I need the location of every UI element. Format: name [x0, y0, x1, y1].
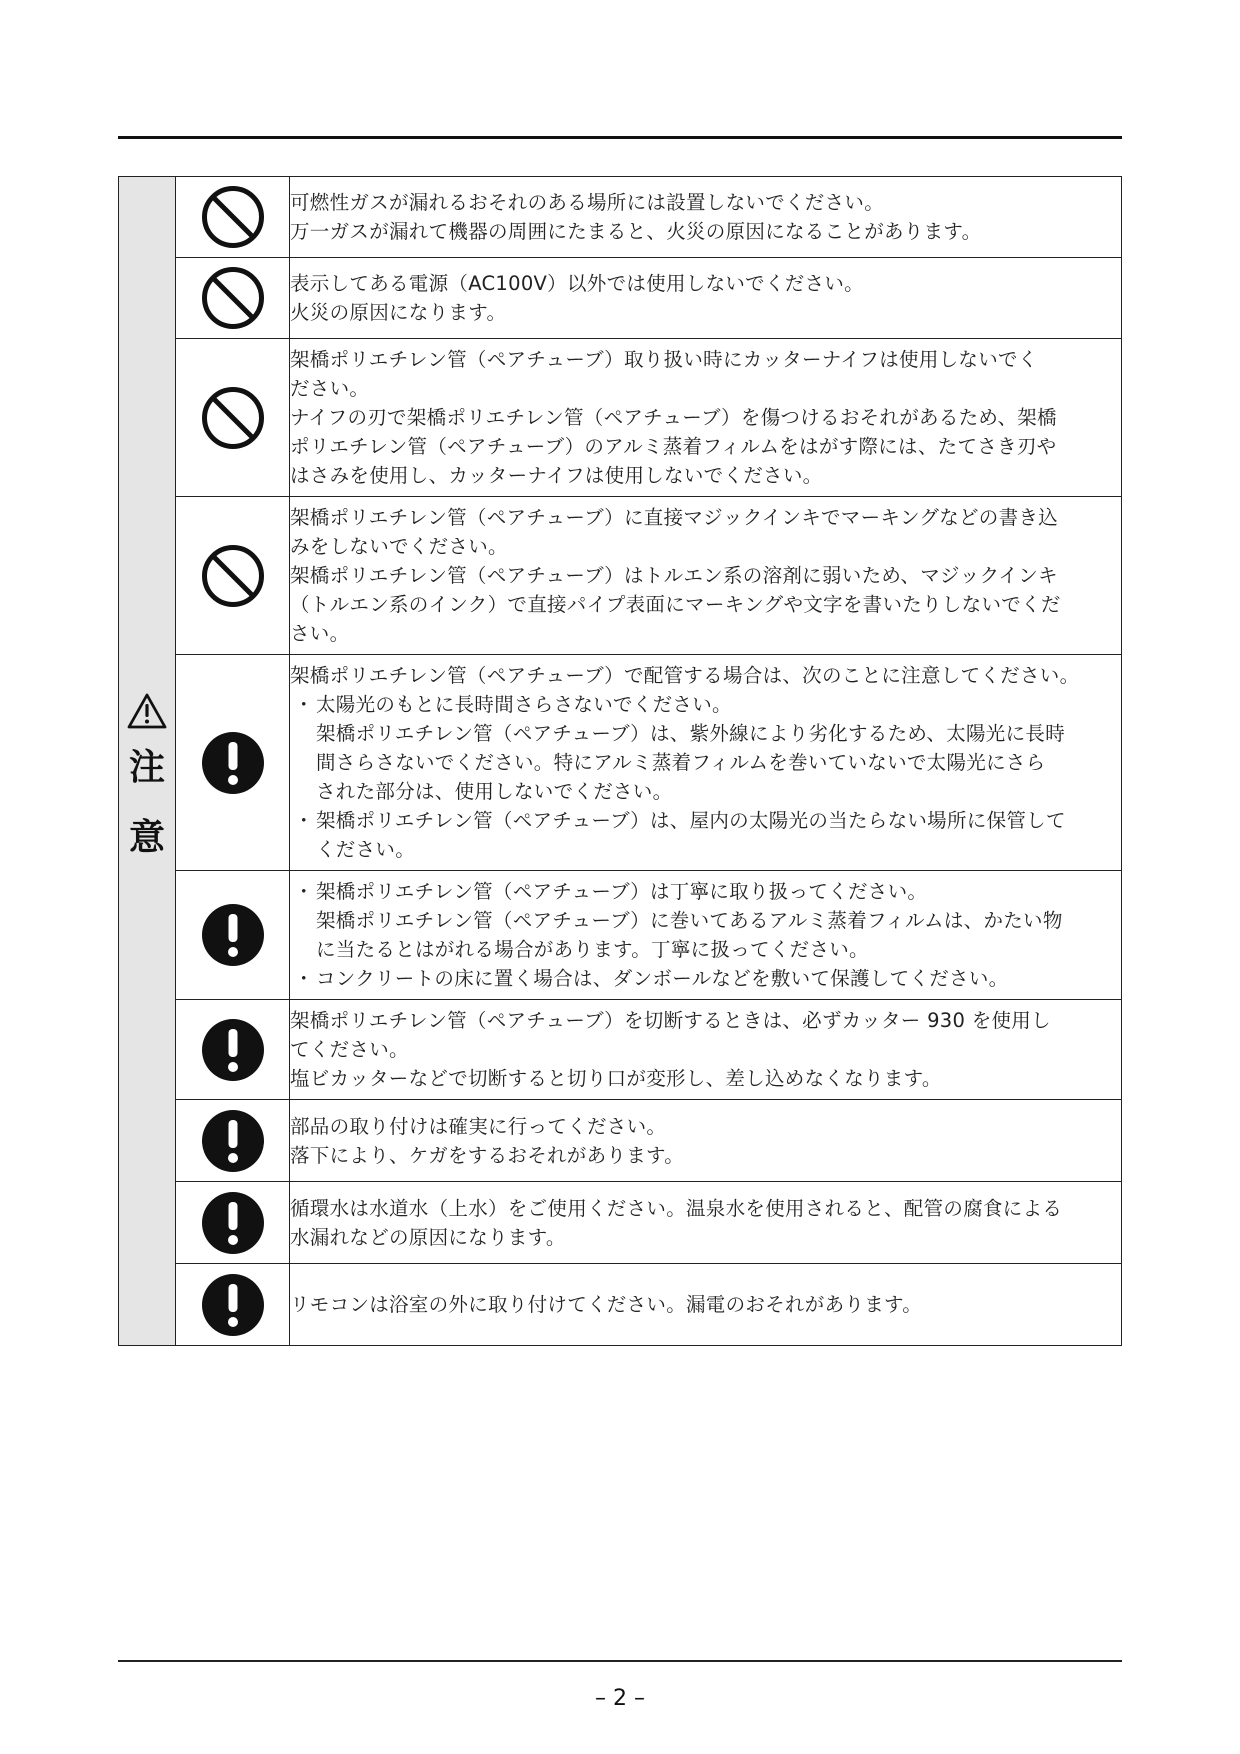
row-text-line: 可燃性ガスが漏れるおそれのある場所には設置しないでください。: [290, 191, 885, 214]
icon-cell: [176, 497, 290, 655]
caution-row: [119, 871, 1122, 1000]
caution-table: [118, 176, 1122, 1346]
caution-row: [119, 655, 1122, 871]
icon-cell: [176, 1182, 290, 1264]
bullet-item: [290, 806, 1105, 835]
bullet-text: 架橋ポリエチレン管（ペアチューブ）は丁寧に取り扱ってください。: [316, 880, 928, 903]
row-text-line: 部品の取り付けは確実に行ってください。: [290, 1114, 667, 1138]
row-text-line: 水漏れなどの原因になります。: [290, 1225, 566, 1249]
top-rule: [118, 136, 1122, 139]
prohibition-icon: [200, 543, 266, 609]
caution-row: [119, 177, 1122, 258]
row-text-line: 架橋ポリエチレン管（ペアチューブ）に巻いてあるアルミ蒸着フィルムは、かたい物: [316, 909, 1063, 932]
warning-triangle-icon: [126, 692, 168, 730]
row-text-line: はさみを使用し、カッターナイフは使用しないでください。: [290, 464, 823, 487]
prohibition-icon: [200, 265, 266, 331]
row-text-line: ポリエチレン管（ペアチューブ）のアルミ蒸着フィルムをはがす際には、たてさき刃や: [290, 435, 1057, 458]
row-text-line: ください。: [316, 838, 416, 861]
caution-side-column: [119, 177, 176, 1346]
row-text-line: 架橋ポリエチレン管（ペアチューブ）を切断するときは、必ずカッター 930 を使用し: [290, 1009, 1051, 1032]
icon-cell: [176, 1264, 290, 1346]
caution-label: [119, 692, 175, 870]
mandatory-icon: [200, 730, 266, 796]
row-text-line: 架橋ポリエチレン管（ペアチューブ）取り扱い時にカッターナイフは使用しないでく: [290, 348, 1038, 371]
row-text-line: てください。: [290, 1038, 409, 1061]
row-text: [290, 1264, 1122, 1346]
row-text: [290, 177, 1122, 258]
icon-cell: [176, 1000, 290, 1100]
row-text: [290, 1182, 1122, 1264]
bullet-text: 太陽光のもとに長時間さらさないでください。: [316, 693, 732, 716]
mandatory-icon: [200, 1017, 266, 1083]
row-text: [290, 871, 1122, 1000]
icon-cell: [176, 1100, 290, 1182]
icon-cell: [176, 871, 290, 1000]
row-text: [290, 1000, 1122, 1100]
row-text-line: 表示してある電源（AC100V）以外では使用しないでください。: [290, 272, 864, 295]
caution-row: [119, 1182, 1122, 1264]
row-text: [290, 1100, 1122, 1182]
row-text-line: さい。: [290, 622, 350, 645]
row-text-line: リモコンは浴室の外に取り付けてください。漏電のおそれがあります。: [290, 1293, 923, 1316]
bullet-marker: ・: [294, 880, 314, 903]
caution-row: [119, 1264, 1122, 1346]
caution-row: [119, 1100, 1122, 1182]
icon-cell: [176, 177, 290, 258]
mandatory-icon: [200, 902, 266, 968]
prohibition-icon: [200, 385, 266, 451]
row-text: [290, 497, 1122, 655]
caution-char-2: 意: [128, 817, 165, 858]
bullet-item: [290, 877, 1105, 906]
row-text-line: 万一ガスが漏れて機器の周囲にたまると、火災の原因になることがあります。: [290, 220, 982, 243]
row-text-line: に当たるとはがれる場合があります。丁寧に扱ってください。: [316, 938, 869, 961]
caution-row: [119, 339, 1122, 497]
row-text-line: ださい。: [290, 377, 370, 400]
bottom-rule: [118, 1660, 1122, 1662]
row-text-line: ナイフの刃で架橋ポリエチレン管（ペアチューブ）を傷つけるおそれがあるため、架橋: [290, 406, 1057, 429]
bullet-item: [290, 964, 1105, 993]
row-text-line: 架橋ポリエチレン管（ペアチューブ）で配管する場合は、次のことに注意してください。: [290, 664, 1080, 687]
row-text-line: 火災の原因になります。: [290, 301, 507, 324]
row-text-line: 架橋ポリエチレン管（ペアチューブ）は、紫外線により劣化するため、太陽光に長時: [316, 722, 1065, 745]
icon-cell: [176, 339, 290, 497]
page-number: – 2 –: [595, 1686, 645, 1711]
bullet-item: [290, 690, 1105, 719]
prohibition-icon: [200, 184, 266, 250]
row-text: [290, 258, 1122, 339]
caution-row: [119, 1000, 1122, 1100]
row-text-line: 架橋ポリエチレン管（ペアチューブ）に直接マジックインキでマーキングなどの書き込: [290, 506, 1059, 529]
row-text-line: 塩ビカッターなどで切断すると切り口が変形し、差し込めなくなります。: [290, 1067, 942, 1090]
caution-char-1: 注: [128, 747, 165, 788]
bullet-marker: ・: [294, 693, 314, 716]
caution-row: [119, 258, 1122, 339]
bullet-marker: ・: [294, 967, 314, 990]
row-text-line: された部分は、使用しないでください。: [316, 780, 673, 803]
row-text: [290, 655, 1122, 871]
caution-row: [119, 497, 1122, 655]
bullet-text: コンクリートの床に置く場合は、ダンボールなどを敷いて保護してください。: [316, 967, 1009, 990]
row-text-line: みをしないでください。: [290, 535, 508, 558]
row-text-line: 落下により、ケガをするおそれがあります。: [290, 1143, 685, 1167]
bullet-marker: ・: [294, 809, 314, 832]
icon-cell: [176, 258, 290, 339]
icon-cell: [176, 655, 290, 871]
mandatory-icon: [200, 1272, 266, 1338]
row-text-line: 間さらさないでください。特にアルミ蒸着フィルムを巻いていないで太陽光にさら: [316, 751, 1046, 774]
row-text-line: 架橋ポリエチレン管（ペアチューブ）はトルエン系の溶剤に弱いため、マジックインキ: [290, 564, 1058, 587]
mandatory-icon: [200, 1108, 266, 1174]
mandatory-icon: [200, 1190, 266, 1256]
row-text-line: （トルエン系のインク）で直接パイプ表面にマーキングや文字を書いたりしないでくだ: [290, 593, 1061, 616]
bullet-text: 架橋ポリエチレン管（ペアチューブ）は、屋内の太陽光の当たらない場所に保管して: [316, 809, 1066, 832]
row-text-line: 循環水は水道水（上水）をご使用ください。温泉水を使用されると、配管の腐食による: [290, 1196, 1063, 1220]
row-text: [290, 339, 1122, 497]
